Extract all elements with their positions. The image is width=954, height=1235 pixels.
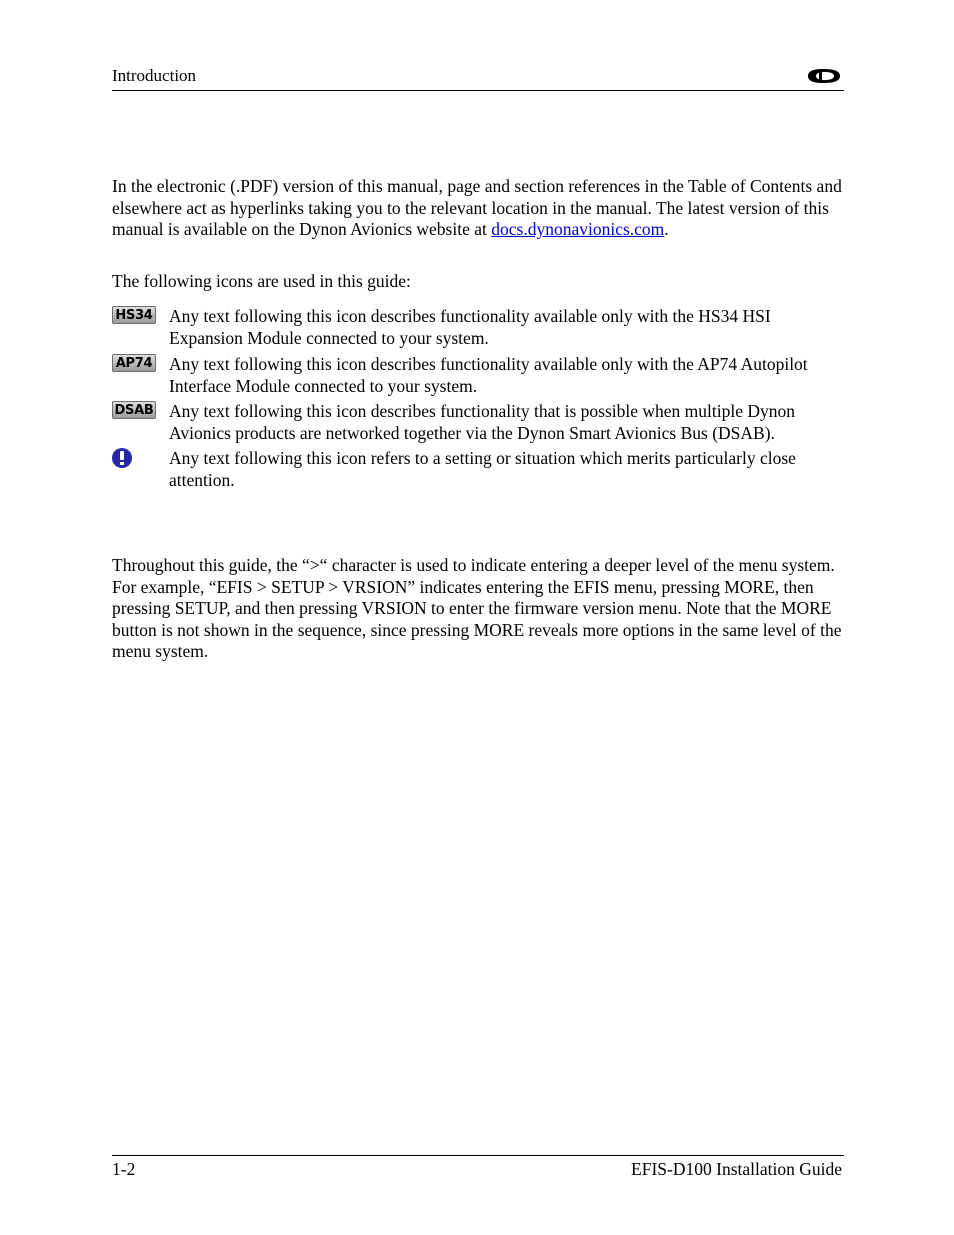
- icon-description: Any text following this icon describes functionality available only with the HS34 HSI Expansion Module connected to your system.: [169, 306, 771, 348]
- page-footer: [112, 1155, 844, 1179]
- alert-icon-dot: [120, 462, 124, 465]
- intro-paragraph: [112, 176, 842, 241]
- icon-description: Any text following this icon describes functionality available only with the AP74 Autopilot Interface Module connected to your system.: [169, 354, 808, 396]
- icon-description: Any text following this icon describes functionality that is possible when multiple Dynon Avionics products are networked together via the Dynon Smart Avionics Bus (DSAB).: [169, 401, 796, 443]
- dynon-logo-icon: [802, 68, 842, 84]
- alert-icon: [112, 448, 132, 468]
- page-header: [112, 64, 844, 91]
- website-link[interactable]: docs.dynonavionics.com: [491, 219, 665, 239]
- alert-icon-bar: [120, 451, 124, 460]
- intro-text: In the electronic (.PDF) version of this manual, page and section references in the Table of Contents and elsewhere act as hyperlinks taking you to the relevant location in the manual. The latest version of this manual is available on the Dynon Avionics website at: [112, 176, 842, 239]
- icon-description: Any text following this icon refers to a setting or situation which merits particularly close attention.: [169, 448, 796, 490]
- hs34-icon: HS34: [112, 306, 156, 324]
- ap74-icon: AP74: [112, 354, 156, 372]
- document-title: EFIS-D100 Installation Guide: [631, 1159, 842, 1179]
- icons-intro: The following icons are used in this guide:: [112, 271, 411, 291]
- menu-paragraph: Throughout this guide, the “>“ character is used to indicate entering a deeper level of the menu system. For example, “EFIS > SETUP > VRSION” indicates entering the EFIS menu, pressing MORE, then pressing SETUP, and then pressing VRSION to enter the firmware version menu. Note that the MORE button is not shown in the sequence, since pressing MORE reveals more options in the same level of the menu system.: [112, 555, 842, 661]
- page-number: 1-2: [112, 1159, 136, 1179]
- dsab-icon: DSAB: [112, 401, 156, 419]
- section-title: Introduction: [112, 66, 197, 85]
- intro-text-end: .: [664, 219, 669, 239]
